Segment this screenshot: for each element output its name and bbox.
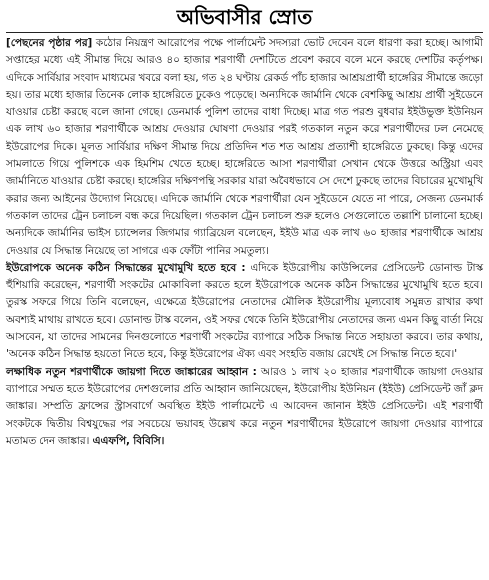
continued-from-marker: [পেছনের পৃষ্ঠার পর]: [6, 37, 93, 49]
paragraph-3-text: আরও ১ লাখ ২০ হাজার শরণার্থীকে জায়গা দেওয়ার ব্যাপারে সম্মত হতে ইউরোপের দেশগুলোর প্রতি আহ্বান জানিয়েছেন, ইউরোপীয় ইউনিয়ন (ইইউ) প্রেসিডেন্ট জাঁ ক্লদ জাঙ্কার। সম্প্রতি ফ্রান্সের স্ট্রাসবার্গে অবস্থিত ইইউ পার্লামেন্টে এ আবেদন জানান ইইউ প্রেসিডেন্ট। এই শরণার্থী সংকটকে দ্বিতীয় বিশ্বযুদ্ধের পর সবচেয়ে ভয়াবহ উল্লেখ করে নতুন শরণার্থীদের ইউরোপে জায়গা দেওয়ার ব্যাপারে মতামত দেন জাঙ্কার।: [6, 365, 483, 447]
paragraph-1-text: কঠোর নিয়ন্ত্রণ আরোপের পক্ষে পার্লামেন্ট সদস্যরা ভোট দেবেন বলে ধারণা করা হচ্ছে। আগামী সপ্তাহের মধ্যে এই সীমান্ত দিয়ে আরও ৪০ হাজার শরণার্থী দেশটিতে প্রবেশ করবে বলে মনে করছে দেশটির কর্তৃপক্ষ। এদিকে সার্বিয়ার সংবাদ মাধ্যমের খবরে বলা হয়, গত ২৪ ঘণ্টায় রেকর্ড পাঁচ হাজার আশ্রয়প্রার্থী হাঙ্গেরির সীমান্তে জড়ো হয়। তার মধ্যে হাজার তিনেক লোক হাঙ্গেরিতে ঢুকেও পড়েছে। অন্যদিকে জার্মানি থেকে বেশকিছু আশ্রয় প্রার্থী সুইডেনে যাওয়ার চেষ্টা করছে বলে জানা গেছে। ডেনমার্ক পুলিশ তাদের বাধা দিচ্ছে। মাত্র গত পরশু বুধবার ইইউভুক্ত ইউনিয়ন এক লাখ ৬০ হাজার শরণার্থীকে আশ্রয় দেওয়ার ঘোষণা দেওয়ার পরই গতকাল নতুন করে শরণার্থীদের ঢল নেমেছে ইউরোপের দিকে। মূলত সার্বিয়ার দক্ষিণ সীমান্ত দিয়ে প্রতিদিন শত শত আশ্রয় প্রত্যাশী হাঙ্গেরিতে ঢুকছে। কিন্তু এদের সামলাতে গিয়ে পুলিশকে এক হিমশিম খেতে হচ্ছে। হাঙ্গেরিতে আসা শরণার্থীরা সেখান থেকে উত্তরে অস্ট্রিয়া এবং জার্মানিতে যাওয়ার চেষ্টা করছে। হাঙ্গেরির দক্ষিণপন্থি সরকার যারা অবৈধভাবে সে দেশে ঢুকছে তাদের বিচারের মুখোমুখি করার জন্য আইনের উদ্যোগ নিয়েছে। এদিকে জার্মানি থেকে শরণার্থীরা যেন সুইডেনে যেতে না পারে, সেজন্য ডেনমার্ক গতকাল তাদের ট্রেন চলাচল বন্ধ করে দিয়েছিল। গতকাল ট্রেন চলাচল শুরু হলেও সেগুলোতে তল্লাশি চালানো হচ্ছে। অন্যদিকে জার্মানির ভাইস চ্যান্সেলর জিগমার গ্যাব্রিয়েল বলেছেন, ইইউ মাত্র এক লাখ ৬০ হাজার শরণার্থীকে আশ্রয় দেওয়ার যে সিদ্ধান্ত নিয়েছে তা সাগরে এক ফোঁটা পানির সমতুল্য।: [6, 37, 483, 257]
article-headline: অভিবাসীর স্রোত: [6, 4, 483, 33]
news-page: [0, 4, 489, 580]
article-paragraph-3: [6, 364, 483, 450]
article-paragraph-1: [6, 35, 483, 260]
subheading-tusk: ইউরোপকে অনেক কঠিন সিদ্ধান্তের মুখোমুখি হতে হবে :: [6, 261, 246, 274]
source-credit: এএফপি, বিবিসি।: [89, 434, 165, 447]
article-paragraph-2: [6, 260, 483, 364]
subheading-juncker: লক্ষাধিক নতুন শরণার্থীকে জায়গা দিতে জাঙ্কারের আহ্বান :: [6, 365, 257, 378]
paragraph-2-text: এদিকে ইউরোপীয় কাউন্সিলের প্রেসিডেন্ট ডোনাল্ড টাস্ক হুঁশিয়ারি করেছেন, শরণার্থী সংকটের মোকাবিলা করতে হলে ইউরোপকে অনেক কঠিন সিদ্ধান্তের মুখোমুখি হতে হবে। তুরস্ক সফরে গিয়ে তিনি বলেছেন, এক্ষেত্রে ইউরোপের নেতাদের মৌলিক ইউরোপীয় মূল্যবোধ সমুন্নত রাখার কথা অবশ্যই মাথায় রাখতে হবে। ডোনাল্ড টাস্ক বলেন, ওই সফর থেকে তিনি ইউরোপীয় নেতাদের জন্য এমন কিছু বার্তা নিয়ে আসবেন, যা তাদের সামনের দিনগুলোতে শরণার্থী সংকটের ব্যাপারে সঠিক সিদ্ধান্ত নিতে সহায়তা করবে। তার কথায়, 'অনেক কঠিন সিদ্ধান্ত হয়তো নিতে হবে, কিন্তু ইউরোপের ঐক্য এবং সংহতি বজায় রেখেই সে সিদ্ধান্ত নিতে হবে।': [6, 261, 484, 361]
article-body: [6, 35, 483, 450]
